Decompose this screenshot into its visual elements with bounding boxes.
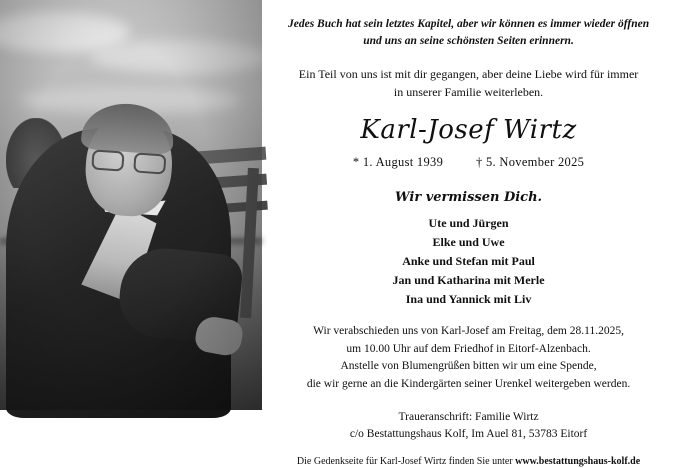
miss-you-line: Wir vermissen Dich. <box>395 190 543 206</box>
list-item: Ina und Yannick mit Liv <box>405 292 532 307</box>
funeral-line-4: die wir gerne an die Kindergärten seiner Urenkel weitergeben werden. <box>306 377 631 390</box>
farewell-line-2: in unserer Familie weiterleben. <box>393 85 544 100</box>
list-item: Ute und Jürgen <box>428 216 509 231</box>
memorial-page-url[interactable]: www.bestattungshaus-kolf.de <box>515 456 641 468</box>
memorial-page-note <box>278 455 659 468</box>
death-date: † 5. November 2025 <box>476 155 585 170</box>
mourning-address <box>278 409 659 444</box>
funeral-details <box>278 323 659 393</box>
deceased-name: Karl-Josef Wirtz <box>360 115 577 146</box>
family-list <box>278 214 659 309</box>
opening-verse <box>288 16 649 49</box>
list-item: Elke und Uwe <box>432 235 505 250</box>
verse-line-1: Jedes Buch hat sein letztes Kapitel, aber wir können es immer wieder öffnen <box>288 18 650 30</box>
memorial-note-text: Die Gedenkseite für Karl-Josef Wirtz finden Sie unter <box>296 456 516 468</box>
funeral-line-2: um 10.00 Uhr auf dem Friedhof in Eitorf-Alzenbach. <box>346 342 591 355</box>
farewell-message <box>278 65 659 101</box>
farewell-line-1: Ein Teil von uns ist mit dir gegangen, aber deine Liebe wird für immer <box>298 67 639 82</box>
address-line-1: Traueranschrift: Familie Wirtz <box>398 410 539 423</box>
address-line-2: c/o Bestattungshaus Kolf, Im Auel 81, 53783 Eitorf <box>349 428 588 441</box>
obituary-text-column <box>262 0 675 468</box>
funeral-line-3: Anstelle von Blumengrüßen bitten wir um eine Spende, <box>340 360 597 373</box>
list-item: Jan und Katharina mit Merle <box>392 273 545 288</box>
verse-line-2: und uns an seine schönsten Seiten erinnern. <box>363 34 574 47</box>
photo-vignette <box>0 0 262 410</box>
life-dates <box>278 155 659 170</box>
portrait-photo <box>0 0 262 410</box>
list-item: Anke und Stefan mit Paul <box>402 254 535 269</box>
funeral-line-1: Wir verabschieden uns von Karl-Josef am Freitag, dem 28.11.2025, <box>313 325 624 338</box>
birth-date: * 1. August 1939 <box>352 155 444 170</box>
